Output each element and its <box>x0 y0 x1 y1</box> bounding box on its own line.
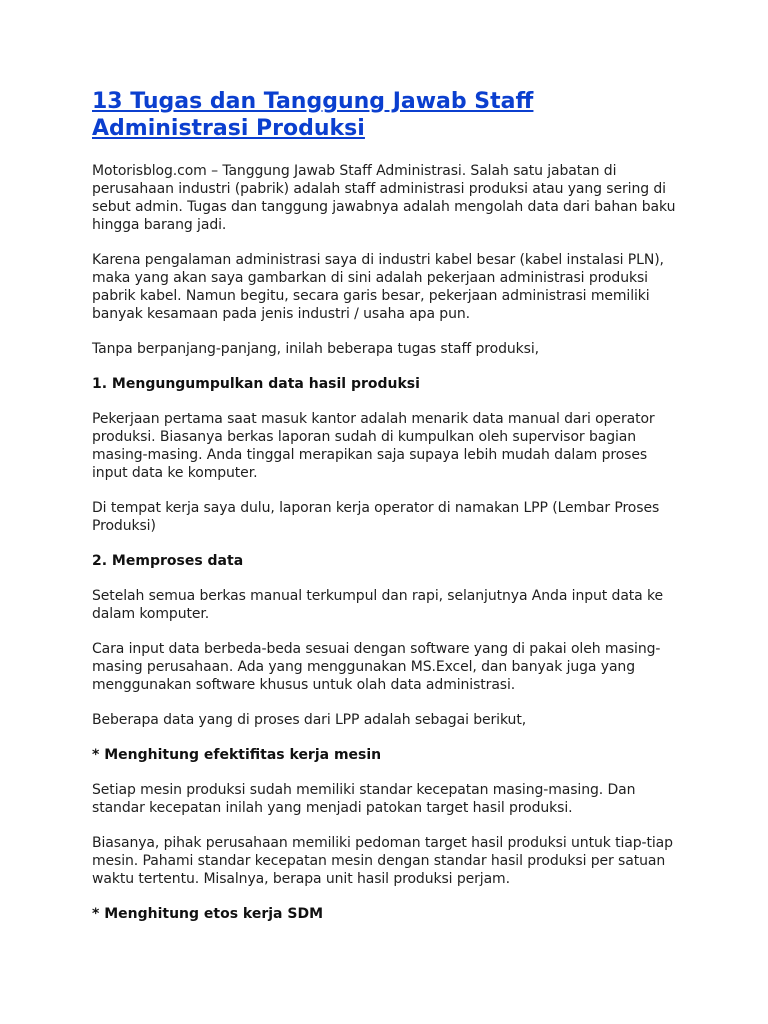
paragraph-lead-in: Tanpa berpanjang-panjang, inilah beberapa tugas staff produksi, <box>92 341 539 357</box>
heading-machine-effectiveness: * Menghitung efektifitas kerja mesin <box>92 747 382 763</box>
paragraph-task-2-c: Beberapa data yang di proses dari LPP adalah sebagai berikut, <box>92 712 527 728</box>
heading-task-1: 1. Mengungumpulkan data hasil produksi <box>92 376 420 392</box>
paragraph-task-2-b: Cara input data berbeda-beda sesuai dengan software yang di pakai oleh masing-masing perusahaan. Ada yang menggunakan MS.Excel, dan banyak juga yang menggunakan software khusus untuk olah data administrasi. <box>92 641 661 693</box>
paragraph-task-2-a: Setelah semua berkas manual terkumpul dan rapi, selanjutnya Anda input data ke dalam komputer. <box>92 588 664 622</box>
paragraph-experience: Karena pengalaman administrasi saya di industri kabel besar (kabel instalasi PLN), maka yang akan saya gambarkan di sini adalah pekerjaan administrasi produksi pabrik kabel. Namun begitu, secara garis besar, pekerjaan administrasi memiliki banyak kesamaan pada jenis industri / usaha apa pun. <box>92 252 664 322</box>
article-title[interactable] <box>92 88 682 142</box>
paragraph-task-1-b: Di tempat kerja saya dulu, laporan kerja operator di namakan LPP (Lembar Proses Produksi) <box>92 500 660 534</box>
heading-work-ethic: * Menghitung etos kerja SDM <box>92 906 323 922</box>
heading-task-2: 2. Memproses data <box>92 553 244 569</box>
paragraph-machine-b: Biasanya, pihak perusahaan memiliki pedoman target hasil produksi untuk tiap-tiap mesin. Pahami standar kecepatan mesin dengan standar hasil produksi per satuan waktu tertentu. Misalnya, berapa unit hasil produksi perjam. <box>92 835 673 887</box>
paragraph-machine-a: Setiap mesin produksi sudah memiliki standar kecepatan masing-masing. Dan standar kecepatan inilah yang menjadi patokan target hasil produksi. <box>92 782 636 816</box>
paragraph-task-1-a: Pekerjaan pertama saat masuk kantor adalah menarik data manual dari operator produksi. Biasanya berkas laporan sudah di kumpulkan oleh supervisor bagian masing-masing. Anda tinggal merapikan saja supaya lebih mudah dalam proses input data ke komputer. <box>92 411 655 481</box>
article-title-link[interactable]: 13 Tugas dan Tanggung Jawab Staff Administrasi Produksi <box>92 89 534 141</box>
document-page <box>92 88 682 940</box>
paragraph-intro: Motorisblog.com – Tanggung Jawab Staff Administrasi. Salah satu jabatan di perusahaan industri (pabrik) adalah staff administrasi produksi atau yang sering di sebut admin. Tugas dan tanggung jawabnya adalah mengolah data dari bahan baku hingga barang jadi. <box>92 163 676 233</box>
